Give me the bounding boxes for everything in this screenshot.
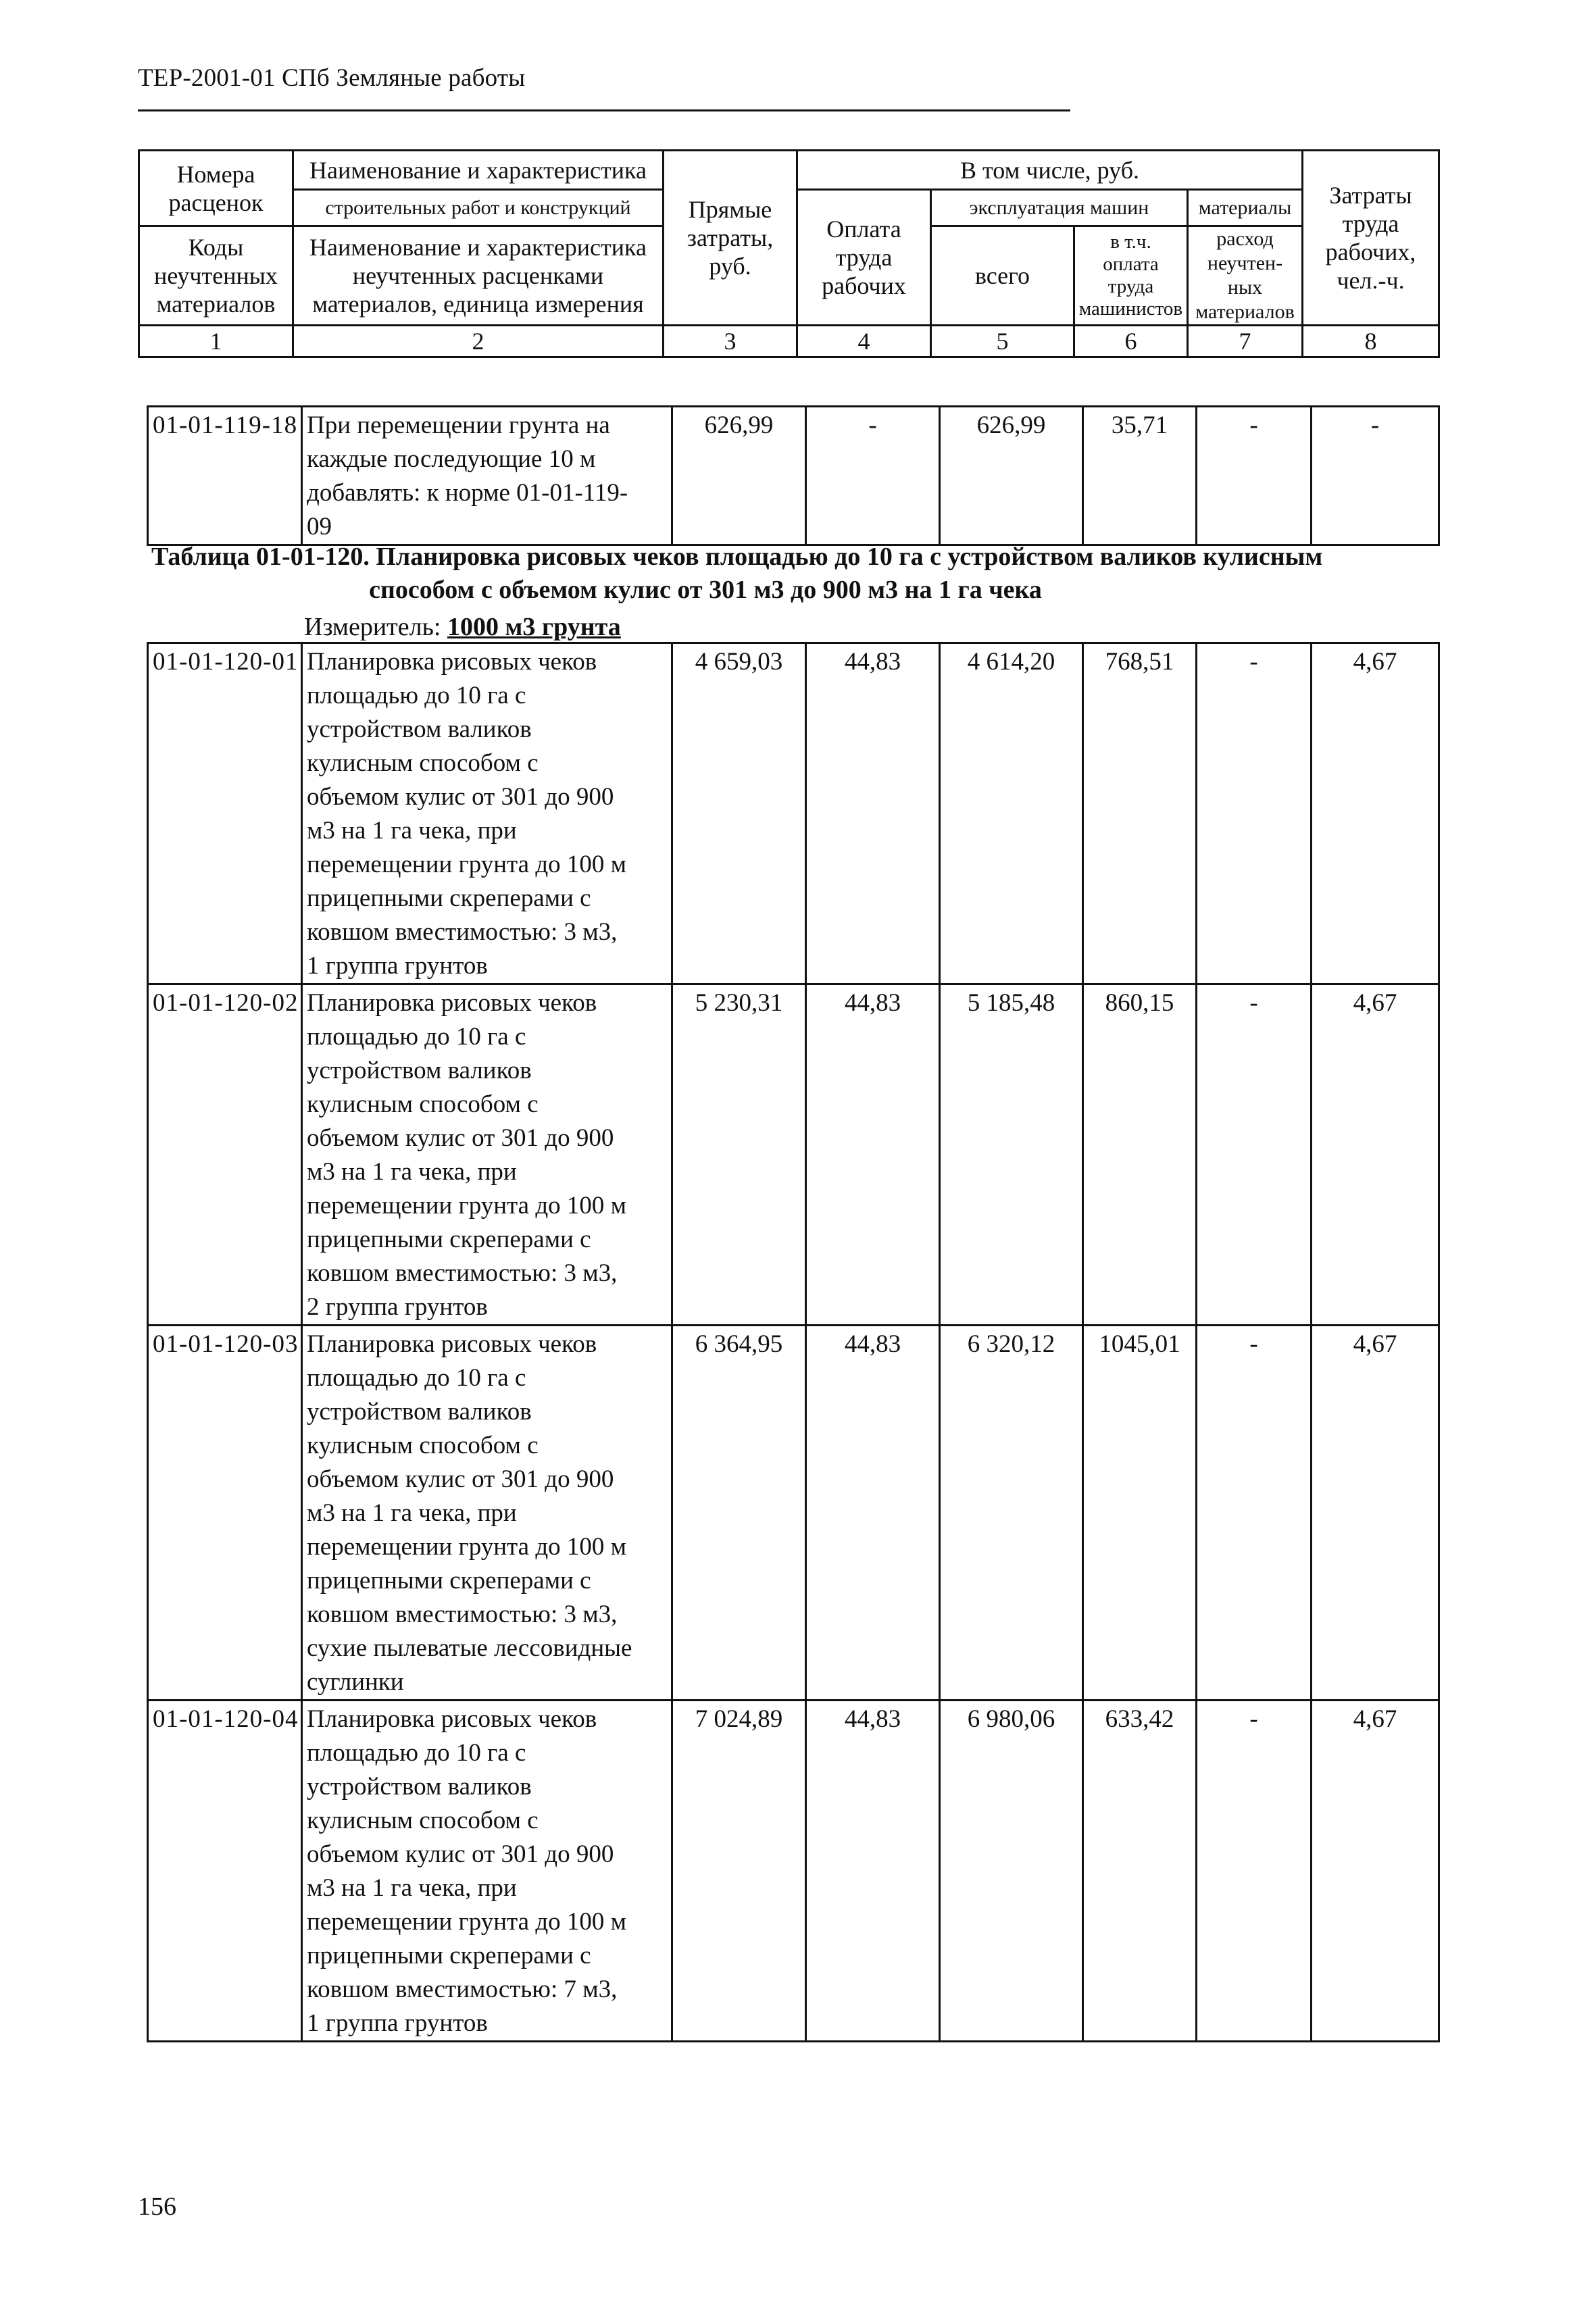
col2-header-bottom: Наименование и характеристика неучтенных расценками материалов, единица измерения	[293, 226, 664, 326]
col7-header: расход неучтен- ных материалов	[1188, 226, 1303, 326]
direct-costs: 626,99	[672, 407, 806, 545]
table-row	[148, 984, 1439, 1326]
col-number: 1	[139, 326, 293, 357]
materials-cost: -	[1197, 643, 1312, 984]
machinists-pay: 860,15	[1083, 984, 1197, 1326]
rate-code: 01-01-120-01	[148, 643, 302, 984]
col2-header-top-line2: строительных работ и конструкций	[293, 190, 664, 226]
labor-hours: 4,67	[1312, 1701, 1439, 2042]
col-number: 4	[797, 326, 931, 357]
direct-costs: 5 230,31	[672, 984, 806, 1326]
materials-header: материалы	[1188, 190, 1303, 226]
col-number: 6	[1074, 326, 1188, 357]
materials-cost: -	[1197, 1326, 1312, 1701]
col-number: 2	[293, 326, 664, 357]
page-number: 156	[138, 2192, 176, 2221]
direct-costs: 7 024,89	[672, 1701, 806, 2042]
machines-total: 626,99	[940, 407, 1083, 545]
labor-pay: 44,83	[806, 1326, 940, 1701]
machinists-pay: 1045,01	[1083, 1326, 1197, 1701]
col2-header-top-line1: Наименование и характеристика	[293, 151, 664, 190]
measure-label: Измеритель:	[304, 613, 441, 641]
labor-hours: 4,67	[1312, 984, 1439, 1326]
materials-cost: -	[1197, 984, 1312, 1326]
rate-code: 01-01-120-04	[148, 1701, 302, 2042]
machinists-pay: 768,51	[1083, 643, 1197, 984]
machines-total: 4 614,20	[940, 643, 1083, 984]
machines-total: 5 185,48	[940, 984, 1083, 1326]
labor-pay: 44,83	[806, 643, 940, 984]
labor-pay: 44,83	[806, 984, 940, 1326]
rate-code: 01-01-120-03	[148, 1326, 302, 1701]
rate-table-119	[147, 405, 1440, 546]
rate-code: 01-01-119-18	[148, 407, 302, 545]
measure-unit	[304, 612, 621, 642]
col8-header: Затраты труда рабочих, чел.-ч.	[1303, 151, 1439, 326]
machines-total: 6 320,12	[940, 1326, 1083, 1701]
rate-code: 01-01-120-02	[148, 984, 302, 1326]
group-header: В том числе, руб.	[797, 151, 1303, 190]
materials-cost: -	[1197, 1701, 1312, 2042]
table-row	[148, 407, 1439, 545]
col-number: 5	[931, 326, 1074, 357]
col-number: 8	[1303, 326, 1439, 357]
rate-description: Планировка рисовых чеков площадью до 10 га с устройством валиков кулисным способом с объемом кулис от 301 до 900 м3 на 1 га чека, при перемещении грунта до 100 м прицепными скреперами с ковшом вместимостью: 3 м3, 2 группа грунтов	[302, 984, 672, 1326]
rate-description: Планировка рисовых чеков площадью до 10 га с устройством валиков кулисным способом с объемом кулис от 301 до 900 м3 на 1 га чека, при перемещении грунта до 100 м прицепными скреперами с ковшом вместимостью: 3 м3, сухие пылеватые лессовидные суглинки	[302, 1326, 672, 1701]
table-row	[148, 643, 1439, 984]
materials-cost: -	[1197, 407, 1312, 545]
rate-table-120	[147, 642, 1440, 2042]
labor-hours: -	[1312, 407, 1439, 545]
machinists-pay: 35,71	[1083, 407, 1197, 545]
table-caption: Таблица 01-01-120. Планировка рисовых чеков площадью до 10 га с устройством валиков кулисным способом с объемом кулис от 301 м3 до 900 м3 на 1 га чека	[151, 543, 1323, 604]
table-row	[148, 1701, 1439, 2042]
col1-header-bottom: Коды неучтенных материалов	[139, 226, 293, 326]
rate-description: При перемещении грунта на каждые последующие 10 м добавлять: к норме 01-01-119- 09	[302, 407, 672, 545]
labor-pay: 44,83	[806, 1701, 940, 2042]
labor-hours: 4,67	[1312, 643, 1439, 984]
col1-header-top: Номера расценок	[139, 151, 293, 226]
labor-hours: 4,67	[1312, 1326, 1439, 1701]
title-underline	[138, 109, 1070, 111]
machines-total: 6 980,06	[940, 1701, 1083, 2042]
direct-costs: 4 659,03	[672, 643, 806, 984]
col6-header: в т.ч. оплата труда машинистов	[1074, 226, 1188, 326]
rate-description: Планировка рисовых чеков площадью до 10 га с устройством валиков кулисным способом с объемом кулис от 301 до 900 м3 на 1 га чека, при перемещении грунта до 100 м прицепными скреперами с ковшом вместимостью: 3 м3, 1 группа грунтов	[302, 643, 672, 984]
col3-header: Прямые затраты, руб.	[664, 151, 797, 326]
rate-description: Планировка рисовых чеков площадью до 10 га с устройством валиков кулисным способом с объемом кулис от 301 до 900 м3 на 1 га чека, при перемещении грунта до 100 м прицепными скреперами с ковшом вместимостью: 7 м3, 1 группа грунтов	[302, 1701, 672, 2042]
machinists-pay: 633,42	[1083, 1701, 1197, 2042]
labor-pay: -	[806, 407, 940, 545]
measure-value: 1000 м3 грунта	[447, 613, 621, 641]
machines-header: эксплуатация машин	[931, 190, 1188, 226]
col5-header: всего	[931, 226, 1074, 326]
direct-costs: 6 364,95	[672, 1326, 806, 1701]
col-number: 7	[1188, 326, 1303, 357]
col-number: 3	[664, 326, 797, 357]
col4-header: Оплата труда рабочих	[797, 190, 931, 326]
table-row	[148, 1326, 1439, 1701]
document-title: ТЕР-2001-01 СПб Земляные работы	[138, 64, 526, 92]
column-header-table	[138, 149, 1440, 358]
